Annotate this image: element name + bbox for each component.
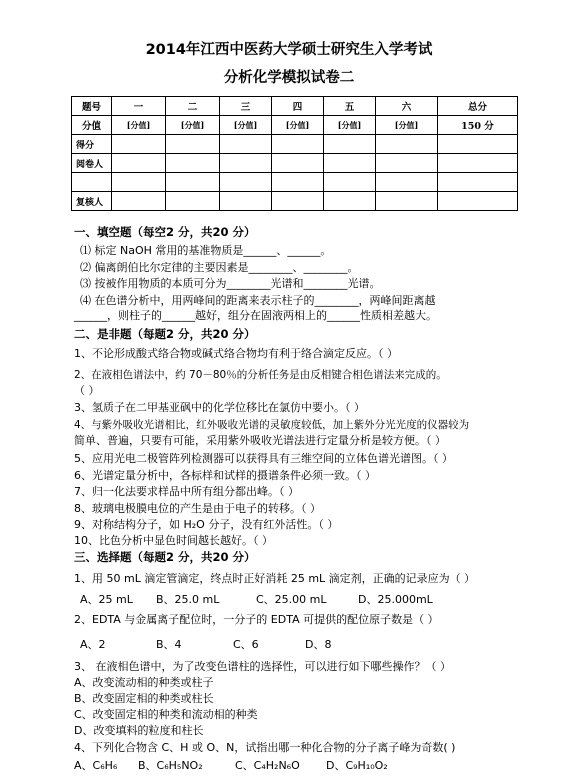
choice-option: D、25.000mL [358,593,433,606]
judge-question-2-cont: （ ） [74,384,100,397]
fill-question-1: ⑴ 标定 NaOH 常用的基准物质是______、______。 [80,244,332,257]
score-input-cell[interactable] [272,135,324,154]
header-cell: 二 [166,97,220,116]
score-input-cell[interactable] [112,135,166,154]
exam-subtitle: 分析化学模拟试卷二 [223,70,355,86]
score-table [71,96,518,211]
choice-option: A、25 mL [80,593,133,606]
value-cell: [分值] [220,116,272,135]
grader-cell[interactable] [438,154,518,173]
reviewer-cell[interactable] [166,192,220,211]
score-table-grader-row [72,154,518,173]
score-table-value-row [72,116,518,135]
fill-question-2: ⑵ 偏离朗伯比尔定律的主要因素是________、________。 [80,261,359,274]
choice-question-2: 2、EDTA 与金属离子配位时，一分子的 EDTA 可提供的配位原子数是（ ） [74,613,439,626]
choice-option: D、改变填料的粒度和柱长 [74,724,204,737]
grader-label: 阅卷人 [72,154,112,173]
choice-option: A、C₆H₆ [74,759,118,772]
grader-cell[interactable] [220,154,272,173]
header-cell: 总分 [438,97,518,116]
total-value-cell: 150 分 [438,116,518,135]
judge-question-9: 9、对称结构分子，如 H₂O 分子，没有红外活性。（ ） [74,518,339,531]
header-cell: 一 [112,97,166,116]
choice-option: A、2 [80,638,106,651]
judge-question-1: 1、不论形成酸式络合物或碱式络合物均有利于络合滴定反应。（ ） [74,347,398,360]
judge-question-5: 5、应用光电二极管阵列检测器可以获得具有三维空间的立体色谱光谱图。（ ） [74,452,453,465]
value-cell: [分值] [166,116,220,135]
choice-option: B、25.0 mL [156,593,220,606]
value-cell: [分值] [272,116,324,135]
reviewer-cell[interactable] [438,192,518,211]
value-cell: [分值] [376,116,438,135]
grader-cell[interactable] [272,154,324,173]
judge-question-8: 8、玻璃电极膜电位的产生是由于电子的转移。（ ） [74,502,321,515]
choice-question-4: 4、下列化合物含 C、H 或 O、N，试指出哪一种化合物的分子离子峰为奇数( ) [74,741,456,754]
reviewer-cell[interactable] [376,192,438,211]
choice-option: C、C₄H₂N₆O [235,759,300,772]
reviewer-label: 复核人 [72,192,112,211]
header-cell: 四 [272,97,324,116]
score-input-cell[interactable] [376,135,438,154]
reviewer-cell[interactable] [112,192,166,211]
choice-option: A、改变流动相的种类或柱子 [74,676,214,689]
header-cell: 三 [220,97,272,116]
judge-question-3: 3、氢质子在二甲基亚砜中的化学位移比在氯仿中要小。（ ） [74,401,365,414]
choice-option: B、改变固定相的种类或柱长 [74,692,214,705]
header-cell: 五 [324,97,376,116]
choice-option: C、6 [233,638,259,651]
value-label: 分值 [72,116,112,135]
score-table-reviewer-row [72,192,518,211]
reviewer-cell[interactable] [220,192,272,211]
judge-question-4: 4、与紫外吸收光谱相比，红外吸收光谱的灵敏度较低，加上紫外分光光度的仪器较为 [74,419,470,431]
score-input-cell[interactable] [324,135,376,154]
fill-question-4: ⑷ 在色谱分析中，用两峰间的距离来表示柱子的________，两峰间距离越 [80,294,436,307]
choice-question-3: 3、 在液相色谱中，为了改变色谱柱的选择性，可以进行如下哪些操作？（ ） [74,660,451,673]
value-cell: [分值] [112,116,166,135]
score-input-cell[interactable] [220,135,272,154]
score-input-cell[interactable] [166,135,220,154]
section-heading-judge: 二、是非题（每题2 分，共20 分） [74,327,256,341]
fill-question-3: ⑶ 按被作用物质的本质可分为________光谱和________光谱。 [80,277,381,290]
judge-question-4-cont: 简单、普遍，只要有可能，采用紫外吸收光谱法进行定量分析是较方便。（ ） [74,434,446,447]
judge-question-7: 7、归一化法要求样品中所有组分都出峰。（ ） [74,485,299,498]
grader-cell[interactable] [324,154,376,173]
judge-question-6: 6、光谱定量分析中，各标样和试样的摄谱条件必须一致。（ ） [74,469,376,482]
header-cell: 题号 [72,97,112,116]
grader-cell[interactable] [166,154,220,173]
choice-question-1: 1、用 50 mL 滴定管滴定，终点时正好消耗 25 mL 滴定剂，正确的记录应为（ ） [74,572,476,585]
reviewer-cell[interactable] [272,192,324,211]
score-table-blank-row [72,173,518,192]
judge-question-2: 2、在液相色谱法中，约 70－80％的分析任务是由反相键合相色谱法来完成的。 [74,369,447,381]
score-table-header-row [72,97,518,116]
value-cell: [分值] [324,116,376,135]
score-input-cell[interactable] [438,135,518,154]
choice-option: B、C₆H₅NO₂ [138,759,203,772]
section-heading-fill: 一、填空题（每空2 分，共20 分） [74,225,256,239]
exam-title: 2014年江西中医药大学硕士研究生入学考试 [145,42,433,58]
fill-question-4-cont: ______，则柱子的______越好，组分在固液两相上的______性质相差越大。 [74,309,437,322]
score-label: 得分 [72,135,112,154]
header-cell: 六 [376,97,438,116]
grader-cell[interactable] [376,154,438,173]
choice-option: C、改变固定相的种类和流动相的种类 [74,708,258,721]
section-heading-choice: 三、选择题（每题2 分，共20 分） [74,550,256,564]
choice-option: D、8 [305,638,332,651]
choice-option: C、25.00 mL [256,593,327,606]
reviewer-cell[interactable] [324,192,376,211]
grader-cell[interactable] [112,154,166,173]
judge-question-10: 10、比色分析中显色时间越长越好。（ ） [74,534,273,547]
choice-option: B、4 [156,638,182,651]
choice-option: D、C₉H₁₀O₂ [326,759,388,772]
score-table-score-row [72,135,518,154]
